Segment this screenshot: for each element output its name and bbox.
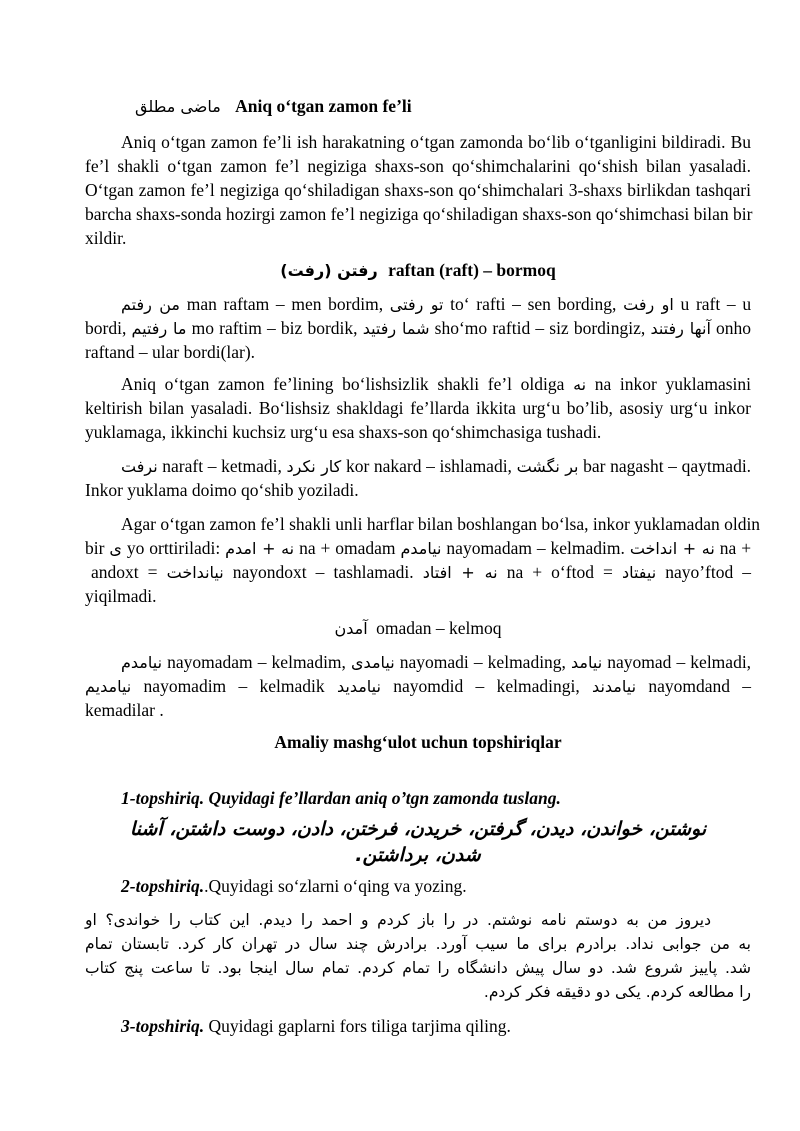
- transliteration: na +: [719, 538, 752, 558]
- task-2-persian-line: دیروز من به دوستم نامه نوشتم. در را باز کردم و احمد را دیدم. این کتاب را خواندی؟ او: [85, 911, 711, 929]
- persian-form: نیامدی: [351, 653, 395, 672]
- persian-form: نه + افتاد: [422, 563, 498, 582]
- task-2-title: [121, 874, 751, 898]
- transliteration: na + omadam: [299, 538, 396, 558]
- transliteration: nayomadam – kelmadim,: [167, 652, 346, 672]
- verb-persian: رفتن (رفت): [280, 261, 378, 280]
- transliteration: nayomdand –: [648, 676, 752, 696]
- exercises-heading: [85, 730, 751, 754]
- persian-form: کار نکرد: [286, 457, 342, 476]
- paragraph-line: [85, 536, 751, 561]
- persian-particle: نه: [573, 375, 587, 394]
- persian-form: بر نگشت: [516, 457, 579, 476]
- transliteration: to‘ rafti – sen bording,: [450, 294, 617, 314]
- transliteration: bordi,: [85, 318, 127, 338]
- transliteration: sho‘mo raftid – siz bordingiz,: [434, 318, 646, 338]
- section-heading-past-tense: [135, 94, 535, 119]
- conjugation-line: [121, 650, 751, 675]
- transliteration: nayomdid – kelmadingi,: [393, 676, 580, 696]
- heading-uzbek-term: Aniq o‘tgan zamon fe’li: [235, 96, 412, 116]
- persian-form: نیامدم: [121, 653, 163, 672]
- conjugation-line: [85, 316, 751, 341]
- task-2-persian-line: شد. پاییز شروع شد. دو سال پیش دانشگاه را تمام کردم. تمام سال اینجا بود. تا ساعت پنج کتاب: [85, 959, 751, 977]
- persian-form: نیانداخت: [166, 563, 224, 582]
- persian-form: تو رفتی: [389, 295, 444, 314]
- persian-form: نه + انداخت: [629, 539, 715, 558]
- task-3-title: [121, 1014, 751, 1038]
- transliteration: u raft – u: [680, 294, 752, 314]
- persian-form: ما رفتیم: [131, 319, 187, 338]
- transliteration: na + o‘ftod =: [506, 562, 613, 582]
- task-2-label: 2-topshiriq.: [121, 876, 205, 896]
- persian-form: نیامدم: [400, 539, 442, 558]
- verb-transliteration: raftan (raft) – bormoq: [388, 260, 556, 280]
- paragraph-line: [121, 372, 751, 397]
- conjugation-line: [121, 292, 751, 317]
- task-2-persian-line: به من جوابی نداد. برادرم برای ما سیب آورد. برادرش چند سال در تهران کار کرد. تابستان تمام: [85, 935, 751, 953]
- paragraph-line: keltirish bilan yasaladi. Bo‘lishsiz shakldagi fe’llarda ikkita urg‘u bo’lib, asosiy urg‘u inkor: [85, 398, 751, 418]
- paragraph-line: xildir.: [85, 228, 127, 248]
- verb-persian: آمدن: [334, 619, 368, 638]
- task-1-title: [121, 786, 751, 810]
- paragraph-line: barcha shaxs-sonda hozirgi zamon fe’l negiziga qo‘shiladigan shaxs-son qo‘shimchasi bilan bir: [85, 204, 753, 224]
- transliteration: nayomadi – kelmading,: [399, 652, 566, 672]
- transliteration: man raftam – men bordim,: [186, 294, 384, 314]
- task-3-label: 3-topshiriq.: [121, 1016, 205, 1036]
- paragraph-line: yiqilmadi.: [85, 586, 157, 606]
- task-1-verbs-line: نوشتن، خواندن، دیدن، گرفتن، خریدن، فرختن، دادن، دوست داشتن، آشنا: [129, 818, 707, 840]
- persian-form: نیامد: [571, 653, 603, 672]
- persian-form: شما رفتید: [362, 319, 430, 338]
- text: Aniq o‘tgan zamon fe’lining bo‘lishsizlik shakli fe’l oldiga: [121, 374, 565, 394]
- paragraph-line: [91, 560, 751, 585]
- transliteration: nayomadam – kelmadim.: [446, 538, 625, 558]
- task-1-verbs-line: شدن، برداشتن.: [355, 844, 481, 866]
- paragraph-line: fe’l shakli o‘tgan zamon fe’l negiziga shaxs-son qo‘shimchalarini qo‘shish bilan yasaladi.: [85, 156, 751, 176]
- persian-form: نه + امدم: [225, 539, 295, 558]
- persian-form: نرفت: [121, 457, 158, 476]
- persian-form: من رفتم: [121, 295, 181, 314]
- paragraph-line: [121, 454, 751, 479]
- paragraph-line: Agar o‘tgan zamon fe’l shakli unli harflar bilan boshlangan bo‘lsa, inkor yuklamadan oldin: [121, 514, 761, 534]
- transliteration: bar nagasht – qaytmadi.: [583, 456, 752, 476]
- persian-letter: ی: [109, 539, 122, 558]
- paragraph-line: yuklamaga, ikkinchi kuchsiz urg‘u esa shaxs-son qo‘shimchasiga tushadi.: [85, 422, 602, 442]
- exercises-heading-text: Amaliy mashg‘ulot uchun topshiriqlar: [274, 732, 562, 752]
- persian-form: او رفت: [623, 295, 674, 314]
- paragraph-line: O‘tgan zamon fe’l negiziga qo‘shiladigan shaxs-son qo‘shimchalari 3-shaxs birlikdan tashqari: [85, 180, 751, 200]
- transliteration: mo raftim – biz bordik,: [191, 318, 358, 338]
- task-2-persian-line: را مطالعه کردم. یکی دو دقیقه فکر کردم.: [483, 983, 751, 1001]
- persian-form: نیامدید: [336, 677, 381, 696]
- transliteration: andoxt =: [91, 562, 158, 582]
- persian-form: آنها رفتند: [650, 319, 711, 338]
- transliteration: kor nakard – ishlamadi,: [345, 456, 512, 476]
- persian-form: نیامدیم: [85, 677, 132, 696]
- transliteration: nayomad – kelmadi,: [607, 652, 752, 672]
- conjugation-line: [85, 674, 751, 699]
- verb-transliteration: omadan – kelmoq: [376, 618, 502, 638]
- transliteration: nayondoxt – tashlamadi.: [232, 562, 414, 582]
- task-3-instruction: Quyidagi gaplarni fors tiliga tarjima qiling.: [208, 1016, 511, 1036]
- paragraph-line: Aniq o‘tgan zamon fe’li ish harakatning o‘tgan zamonda bo‘lib o‘tganligini bildiradi. Bu: [121, 132, 751, 152]
- transliteration: nayo’ftod –: [665, 562, 752, 582]
- persian-form: نیفتاد: [621, 563, 657, 582]
- conjugation-line: raftand – ular bordi(lar).: [85, 342, 256, 362]
- transliteration: onho: [716, 318, 752, 338]
- verb-heading-omadan: [85, 616, 751, 641]
- verb-heading-raftan: [85, 258, 751, 283]
- text: na inkor yuklamasini: [594, 374, 752, 394]
- transliteration: nayomadim – kelmadik: [143, 676, 325, 696]
- heading-persian-term: ماضی مطلق: [135, 97, 221, 116]
- conjugation-line: kemadilar .: [85, 700, 164, 720]
- transliteration: naraft – ketmadi,: [162, 456, 282, 476]
- task-1-title-text: 1-topshiriq. Quyidagi fe’llardan aniq o’tgn zamonda tuslang.: [121, 788, 561, 808]
- task-2-instruction: .Quyidagi so‘zlarni o‘qing va yozing.: [204, 876, 467, 896]
- paragraph-line: Inkor yuklama doimo qo‘shib yoziladi.: [85, 480, 359, 500]
- text: yo orttiriladi:: [126, 538, 221, 558]
- text: bir: [85, 538, 105, 558]
- persian-form: نیامدند: [592, 677, 637, 696]
